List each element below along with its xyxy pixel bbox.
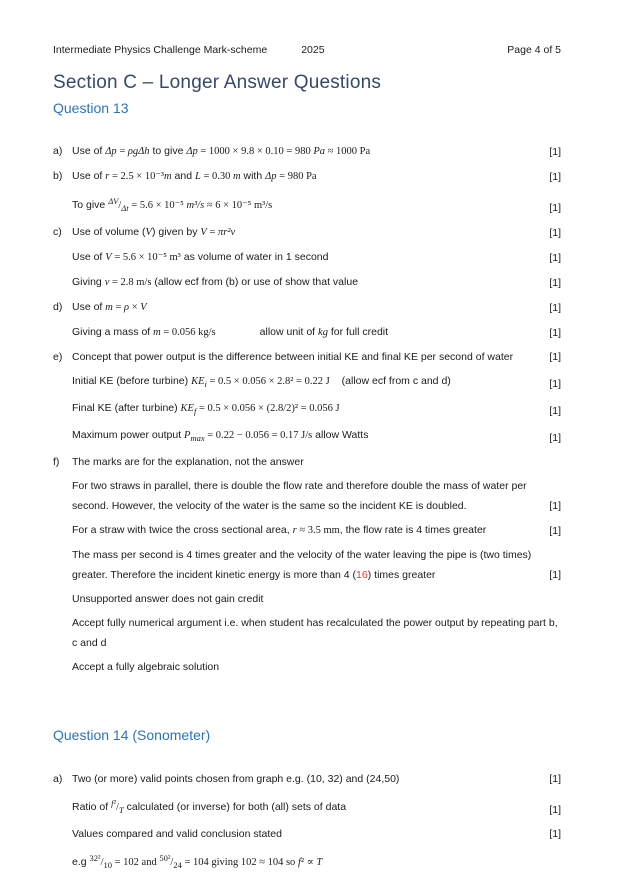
mark-line	[72, 657, 561, 677]
mark-line	[72, 848, 561, 875]
mark-line	[72, 425, 561, 448]
text-run: m	[105, 302, 113, 313]
text-run: Δp	[186, 146, 198, 157]
mark-line	[72, 272, 561, 293]
line-text	[72, 398, 541, 421]
line-text	[72, 657, 561, 677]
text-run: T	[118, 805, 124, 815]
mark-line	[72, 297, 561, 318]
mark-line	[72, 769, 561, 789]
text-run: Giving a mass of	[72, 326, 154, 338]
text-run: Giving	[72, 276, 105, 288]
text-run: /	[170, 857, 174, 868]
text-run: = 0.5 × 0.056 × (2.8/2)² = 0.056 J	[196, 403, 340, 414]
text-run: ) given by	[151, 226, 201, 238]
text-run: Ratio of	[72, 801, 112, 813]
text-run: /	[116, 802, 119, 813]
text-run: = 0.30	[200, 171, 233, 182]
text-run: (allow ecf from c and d)	[341, 375, 451, 387]
item-letter: b)	[53, 170, 63, 182]
mark-value: [1]	[549, 146, 561, 158]
mark-line	[72, 452, 561, 472]
text-run: ≈ 6 × 10⁻⁵ m³/s	[204, 200, 273, 211]
text-run: r	[105, 171, 110, 182]
text-run: for full credit	[327, 326, 389, 338]
line-text	[72, 247, 541, 268]
text-run: = 0.056 kg/s	[160, 327, 216, 338]
item-content	[72, 347, 561, 452]
text-run: Final KE (after turbine)	[72, 402, 181, 414]
item-letter: c)	[53, 226, 62, 238]
line-text	[72, 425, 541, 448]
text-run: f²	[111, 798, 117, 808]
text-run: = 1000 × 9.8 × 0.10 = 980	[197, 146, 314, 157]
line-text	[72, 272, 541, 293]
mark-line	[72, 476, 561, 516]
text-run: Use of	[72, 301, 106, 313]
text-run: =	[206, 227, 218, 238]
item-letter: d)	[53, 301, 63, 313]
text-run: calculated (or inverse) for both (all) sets of data	[123, 801, 347, 813]
text-run: = 104 giving 102 ≈ 104 so	[181, 857, 298, 868]
mark-value: [1]	[549, 828, 561, 840]
text-run: with	[240, 170, 266, 182]
text-run: r	[292, 525, 297, 536]
mark-line	[72, 793, 561, 820]
mark-value: [1]	[549, 202, 561, 214]
text-run: KE	[191, 376, 205, 387]
text-run: ≈ 1000 Pa	[325, 146, 371, 157]
text-run: For a straw with twice the cross sectional area,	[72, 524, 293, 536]
text-run: to give	[149, 145, 187, 157]
item-letter: f)	[53, 456, 60, 468]
page-header	[53, 44, 561, 56]
mark-value: [1]	[549, 252, 561, 264]
text-run: v	[104, 277, 110, 288]
mark-scheme-item	[53, 297, 561, 347]
header-year: 2025	[301, 44, 325, 56]
text-run: Concept that power output is the difference between initial KE and final KE per second of water	[72, 351, 514, 363]
mark-value: [1]	[549, 302, 561, 314]
mark-line	[72, 589, 561, 609]
mark-value: [1]	[549, 378, 561, 390]
text-run: The marks are for the explanation, not the answer	[72, 456, 304, 468]
mark-line	[72, 824, 561, 844]
text-run: =	[116, 146, 128, 157]
question-14-heading: Question 14 (Sonometer)	[53, 727, 211, 743]
mark-value: [1]	[549, 500, 561, 512]
text-run: 24	[173, 860, 182, 870]
header-page-number: Page 4 of 5	[507, 44, 561, 56]
mark-line	[72, 371, 561, 394]
text-run: kg	[318, 327, 328, 338]
mark-line	[72, 141, 561, 162]
text-run: πr²v	[218, 227, 236, 238]
mark-line	[72, 613, 561, 653]
text-run: ∝	[304, 857, 317, 868]
line-text	[72, 613, 561, 653]
text-run: KE	[180, 403, 194, 414]
mark-value: [1]	[549, 405, 561, 417]
text-run: = 102 and	[112, 857, 160, 868]
text-run: L	[194, 171, 201, 182]
line-text	[72, 297, 541, 318]
item-content	[72, 166, 561, 222]
text-run: , the flow rate is 4 times greater	[339, 524, 487, 536]
text-run: ×	[129, 302, 141, 313]
text-run: Accept fully numerical argument i.e. when student has recalculated the power output by repeating part b, c and d	[72, 617, 558, 649]
text-run: 10	[103, 860, 112, 870]
text-run: m³/s	[186, 200, 205, 211]
text-run: V	[200, 227, 207, 238]
text-run: and	[171, 170, 195, 182]
text-run: = 980 Pa	[276, 171, 317, 182]
line-text	[72, 322, 541, 343]
text-run: m	[153, 327, 161, 338]
text-run: Values compared and valid conclusion stated	[72, 828, 282, 840]
text-run: i	[204, 379, 207, 389]
item-content	[72, 769, 561, 879]
text-run: ρgΔh	[127, 146, 150, 157]
item-content	[72, 452, 561, 681]
text-run: Δp	[105, 146, 117, 157]
text-run: Initial KE (before turbine)	[72, 375, 192, 387]
text-run: For two straws in parallel, there is double the flow rate and therefore double the mass of water per second. However, the velocity of the water is the same so the incident KE is doubled.	[72, 480, 527, 512]
line-text	[72, 769, 541, 789]
mark-scheme-item	[53, 222, 561, 297]
mark-value: [1]	[549, 277, 561, 289]
text-run: 32²	[89, 853, 101, 863]
mark-scheme-item	[53, 166, 561, 222]
text-run: = 2.8 m/s	[109, 277, 152, 288]
mark-value: [1]	[549, 804, 561, 816]
text-run: The mass per second is 4 times greater and the velocity of the water leaving the pipe is (two times) greater. Therefore the incident kinetic energy is more than 4 (	[72, 549, 532, 581]
line-text	[72, 371, 541, 394]
text-run: ΔV	[108, 196, 119, 206]
item-letter: a)	[53, 145, 63, 157]
corrected-value: 16	[356, 569, 368, 581]
line-text	[72, 520, 541, 541]
text-run: = 5.6 × 10⁻⁵ m³	[111, 252, 181, 263]
mark-scheme-item	[53, 347, 561, 452]
mark-value: [1]	[549, 171, 561, 183]
section-c-heading: Section C – Longer Answer Questions	[53, 72, 382, 93]
text-run: Use of volume (	[72, 226, 146, 238]
mark-value: [1]	[549, 569, 561, 581]
text-run: P	[184, 430, 191, 441]
mark-line	[72, 520, 561, 541]
text-run: max	[190, 433, 205, 443]
text-run: Unsupported answer does not gain credit	[72, 593, 264, 605]
item-letter: e)	[53, 351, 63, 363]
text-run: = 0.5 × 0.056 × 2.8² = 0.22 J	[206, 376, 330, 387]
text-run: ρ	[124, 302, 130, 313]
text-run: V	[140, 302, 147, 313]
text-run: =	[112, 302, 125, 313]
text-run: Pa	[313, 146, 325, 157]
text-run: ²	[300, 857, 305, 868]
header-title: Intermediate Physics Challenge Mark-scheme	[53, 44, 268, 56]
text-run: f	[193, 406, 197, 416]
mark-value: [1]	[549, 351, 561, 363]
text-run: Two (or more) valid points chosen from graph e.g. (10, 32) and (24,50)	[72, 773, 400, 785]
line-text	[72, 545, 541, 585]
mark-value: [1]	[549, 227, 561, 239]
mark-value: [1]	[549, 432, 561, 444]
item-content	[72, 297, 561, 347]
text-run: = 2.5 × 10⁻³	[109, 171, 165, 182]
text-run: Use of	[72, 170, 106, 182]
text-run: m	[164, 171, 172, 182]
mark-line	[72, 347, 561, 367]
line-text	[72, 824, 541, 844]
line-text	[72, 589, 561, 609]
line-text	[72, 347, 541, 367]
line-text	[72, 166, 541, 187]
mark-value: [1]	[549, 327, 561, 339]
text-run: Maximum power output	[72, 429, 185, 441]
item-content	[72, 141, 561, 166]
line-text	[72, 191, 541, 218]
text-run: allow unit of	[259, 326, 319, 338]
item-letter: a)	[53, 773, 63, 785]
mark-scheme-item	[53, 452, 561, 681]
question-14-mark-scheme	[53, 769, 561, 879]
mark-line	[72, 322, 561, 343]
line-text	[72, 452, 561, 472]
text-run: f	[297, 857, 301, 868]
text-run: 50²	[159, 853, 171, 863]
item-content	[72, 222, 561, 297]
text-run: = 0.22 − 0.056 = 0.17 J/s	[204, 430, 313, 441]
text-run: Δt	[121, 203, 129, 213]
text-run: /	[118, 200, 122, 211]
line-text	[72, 793, 541, 820]
text-run: Use of	[72, 145, 106, 157]
text-run: ) times greater	[367, 569, 436, 581]
mark-line	[72, 166, 561, 187]
line-text	[72, 222, 541, 243]
text-run: Accept a fully algebraic solution	[72, 661, 220, 673]
text-run: e.g	[72, 856, 90, 868]
text-run: allow Watts	[312, 429, 369, 441]
text-run: T	[316, 857, 323, 868]
text-run: V	[145, 227, 152, 238]
mark-line	[72, 191, 561, 218]
line-text	[72, 848, 561, 875]
mark-line	[72, 247, 561, 268]
mark-scheme-item	[53, 769, 561, 879]
mark-value: [1]	[549, 773, 561, 785]
text-run: Δp	[265, 171, 277, 182]
question-13-mark-scheme	[53, 141, 561, 681]
text-run: (allow ecf from (b) or use of show that value	[151, 276, 359, 288]
mark-scheme-item	[53, 141, 561, 166]
question-13-heading: Question 13	[53, 100, 129, 116]
line-text	[72, 476, 541, 516]
line-text	[72, 141, 541, 162]
text-run: V	[105, 252, 112, 263]
mark-line	[72, 398, 561, 421]
mark-line	[72, 545, 561, 585]
text-run: Use of	[72, 251, 106, 263]
text-run: To give	[72, 199, 109, 211]
text-run: m	[233, 171, 241, 182]
text-run: ≈ 3.5 mm	[296, 525, 340, 536]
text-run: as volume of water in 1 second	[180, 251, 329, 263]
mark-line	[72, 222, 561, 243]
text-run: = 5.6 × 10⁻⁵	[128, 200, 187, 211]
text-run: /	[100, 857, 104, 868]
mark-value: [1]	[549, 525, 561, 537]
